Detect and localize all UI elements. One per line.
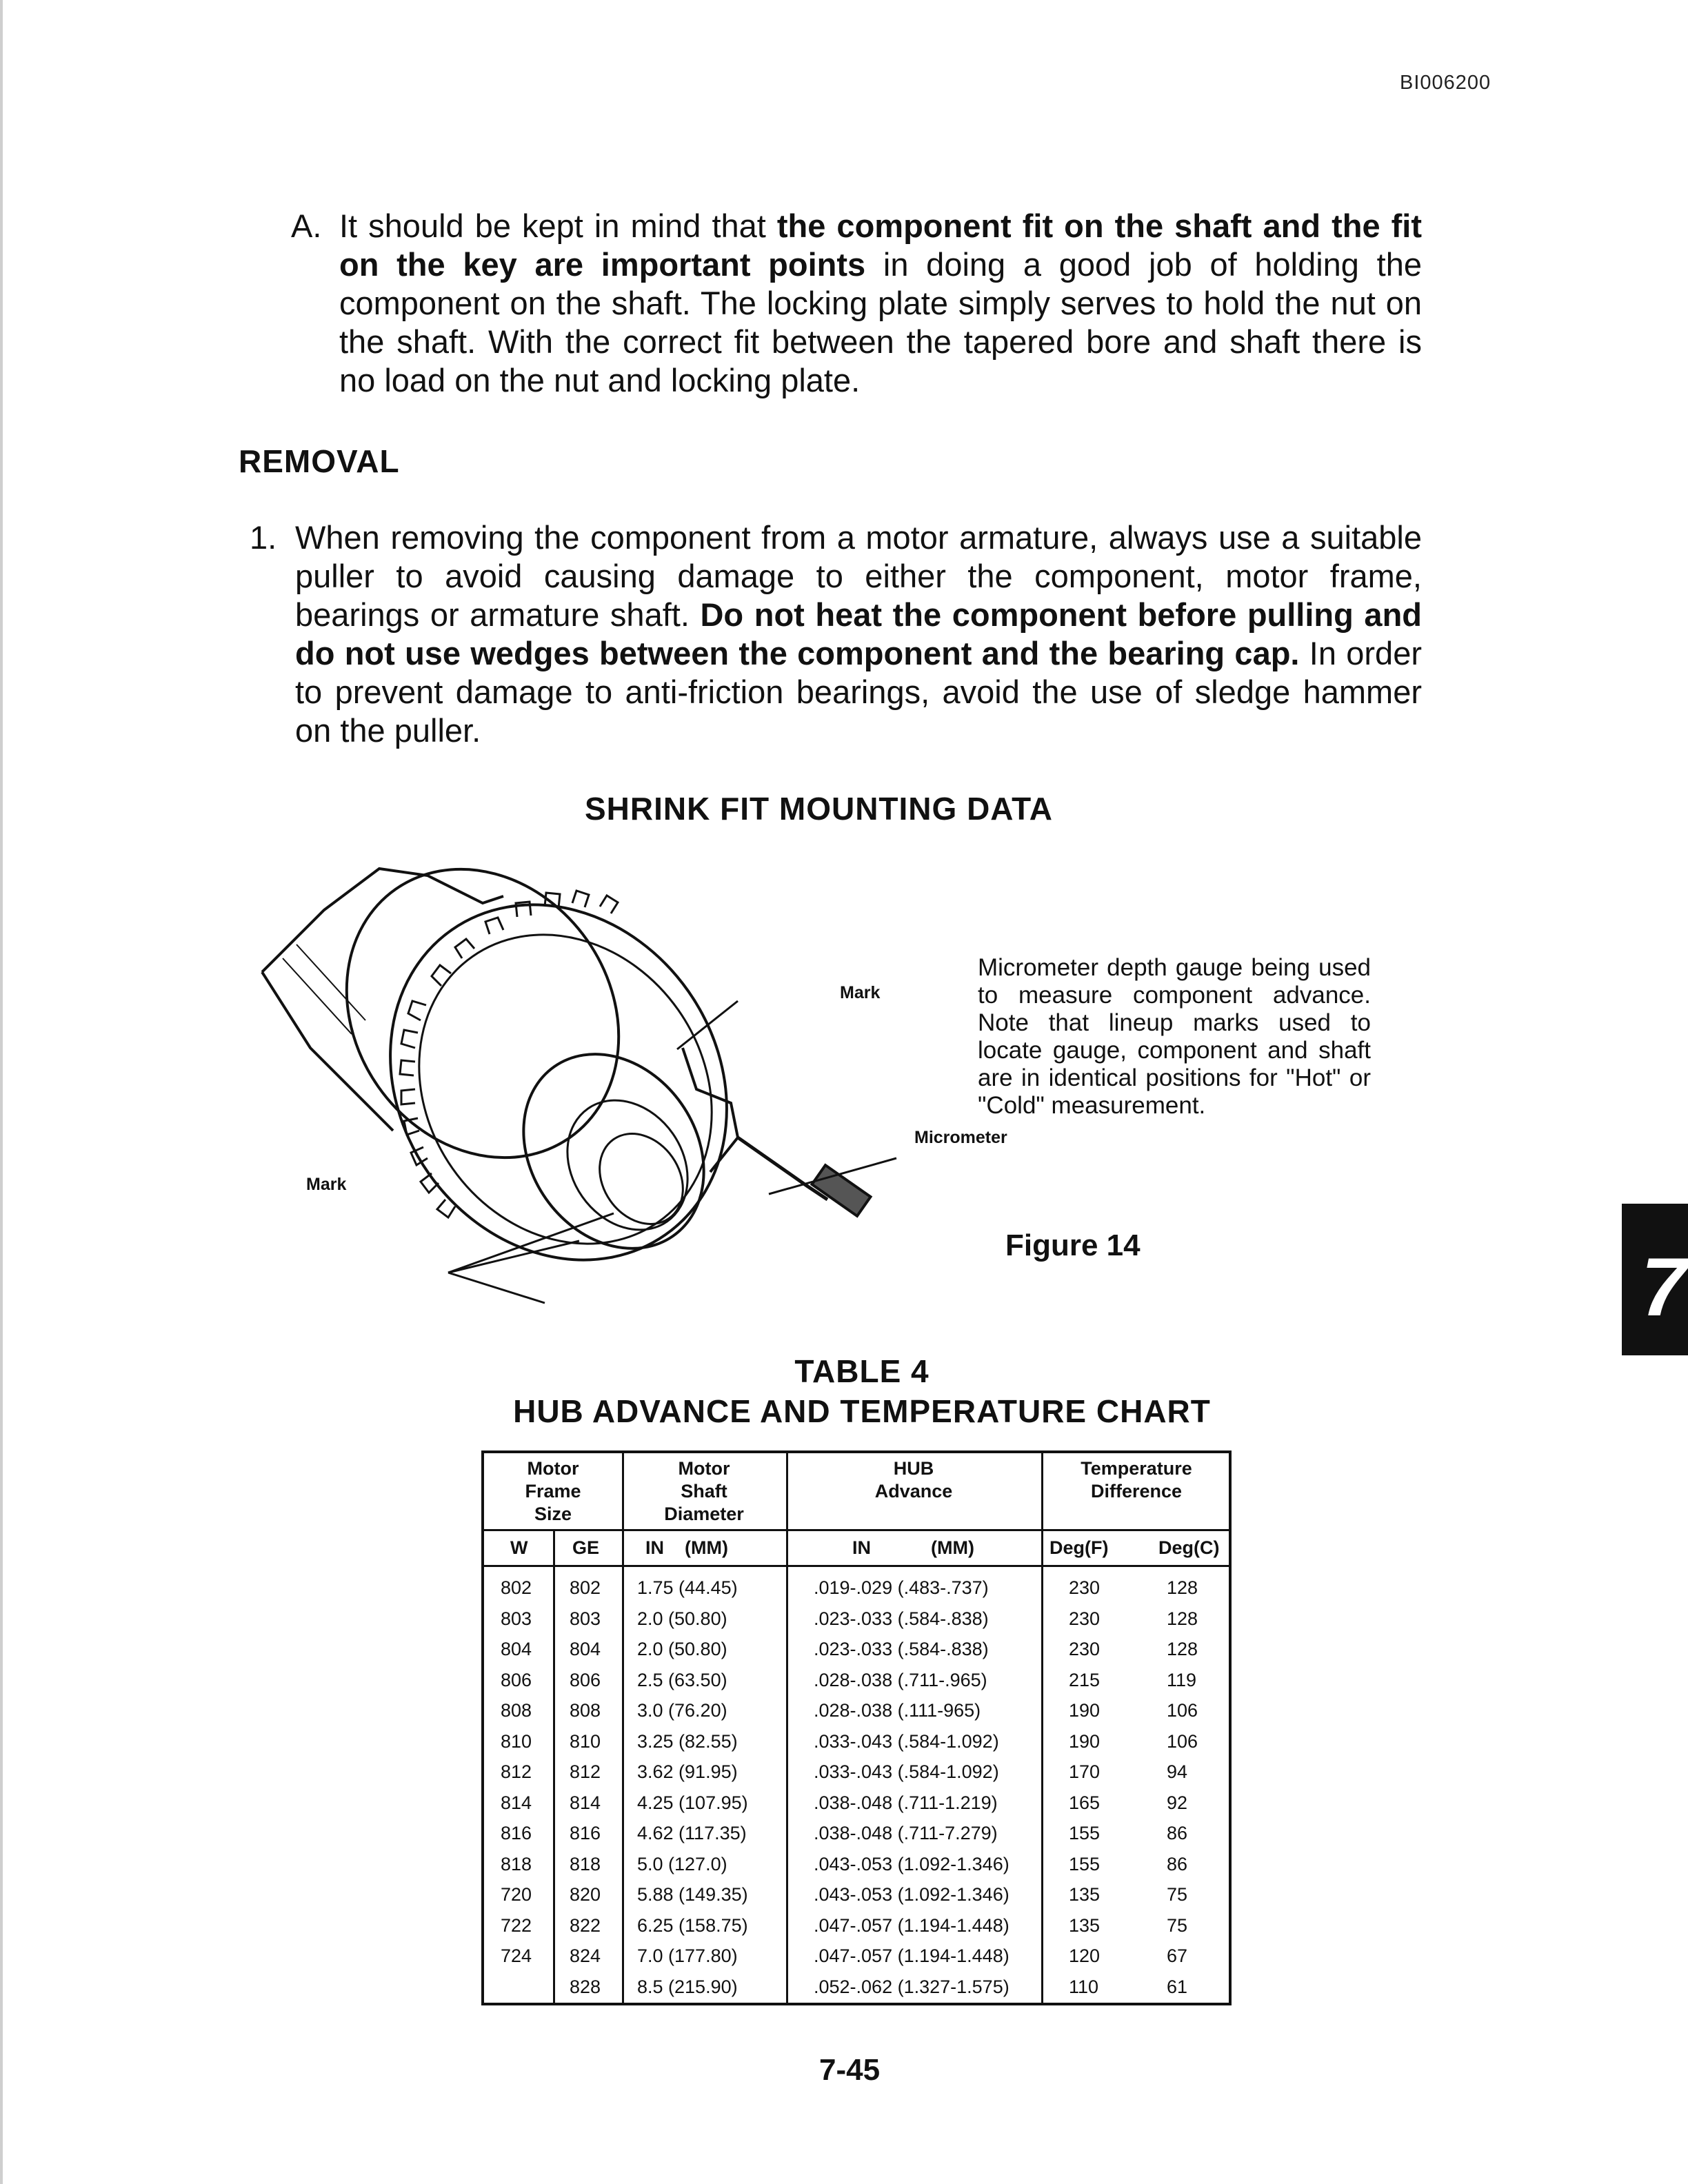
section-title: SHRINK FIT MOUNTING DATA — [585, 791, 1054, 827]
cell-dia: 5.88 (149.35) — [637, 1884, 748, 1905]
cell-f: 230 — [1069, 1639, 1101, 1659]
paragraph-1-text — [295, 518, 1422, 750]
table-row — [484, 1572, 1229, 1602]
cell-dia: 8.5 (215.90) — [637, 1976, 738, 1997]
table-title — [483, 1351, 1241, 1431]
cell-f: 190 — [1069, 1730, 1101, 1752]
header-shaft — [622, 1457, 786, 1526]
header-frame-line-1: Motor — [527, 1458, 579, 1479]
cell-adv: .047-.057 (1.194-1.448) — [814, 1914, 1009, 1936]
cell-ge: 802 — [570, 1577, 601, 1598]
cell-ge: 812 — [570, 1761, 601, 1782]
cell-c: 86 — [1167, 1823, 1188, 1843]
paragraph-a-text — [339, 207, 1422, 400]
table-row — [484, 1971, 1229, 2001]
table-title-line-1: TABLE 4 — [794, 1353, 930, 1389]
cell-c: 94 — [1167, 1761, 1188, 1782]
cell-dia: 2.0 (50.80) — [637, 1608, 727, 1629]
chapter-tab — [1622, 1204, 1688, 1355]
paragraph-a-text-1: It should be kept in mind that — [339, 208, 777, 244]
cell-w: 812 — [501, 1761, 532, 1782]
header-temp-line-2: Difference — [1090, 1481, 1183, 1502]
cell-dia: 5.0 (127.0) — [637, 1853, 727, 1874]
cell-w: 802 — [501, 1577, 532, 1598]
cell-c: 119 — [1167, 1669, 1197, 1690]
cell-c: 128 — [1167, 1608, 1198, 1629]
document-id: BI006200 — [1400, 72, 1491, 94]
cell-f: 165 — [1069, 1792, 1101, 1813]
cell-dia: 7.0 (177.80) — [637, 1945, 738, 1966]
hub-advance-table — [481, 1450, 1232, 2005]
cell-f: 230 — [1069, 1577, 1101, 1598]
figure-caption: Micrometer depth gauge being used to measure component advance. Note that lineup marks used to locate gauge, component and shaft are in identical positions for "Hot" or "Cold" measurement. — [978, 954, 1371, 1119]
subheader-in: IN — [852, 1537, 871, 1558]
cell-adv: .038-.048 (.711-1.219) — [814, 1792, 998, 1813]
cell-dia: 6.25 (158.75) — [637, 1914, 748, 1936]
header-hub-line-1: HUB — [893, 1458, 934, 1479]
header-hub — [786, 1457, 1041, 1503]
cell-w: 816 — [501, 1823, 532, 1843]
paragraph-a — [291, 207, 1422, 400]
cell-c: 86 — [1167, 1853, 1188, 1874]
cell-f: 170 — [1069, 1761, 1101, 1782]
cell-adv: .033-.043 (.584-1.092) — [814, 1761, 999, 1782]
cell-ge: 816 — [570, 1823, 601, 1843]
cell-f: 135 — [1069, 1914, 1101, 1936]
removal-heading: REMOVAL — [239, 443, 400, 479]
cell-c: 75 — [1167, 1914, 1188, 1936]
cell-c: 106 — [1167, 1700, 1198, 1721]
cell-dia: 1.75 (44.45) — [637, 1577, 738, 1598]
cell-ge: 824 — [570, 1945, 601, 1966]
cell-f: 190 — [1069, 1700, 1101, 1721]
cell-adv: .023-.033 (.584-.838) — [814, 1608, 989, 1629]
cell-c: 75 — [1167, 1884, 1188, 1905]
paragraph-1-label: 1. — [250, 519, 277, 556]
paragraph-a-label: A. — [291, 208, 322, 244]
cell-dia: 3.0 (76.20) — [637, 1700, 727, 1721]
subheader-deg-c: Deg(C) — [1158, 1537, 1220, 1558]
cell-ge: 828 — [570, 1976, 601, 1997]
cell-adv: .038-.048 (.711-7.279) — [814, 1823, 998, 1843]
label-mark-top: Mark — [840, 983, 881, 1002]
cell-adv: .043-.053 (1.092-1.346) — [814, 1884, 1009, 1905]
paragraph-1-text-2: In order to prevent damage to anti-friction bearings, avoid the use of sledge hammer on the puller. — [295, 635, 1422, 749]
paragraph-1-text-1: When removing the component from a motor armature, always use a suitable puller to avoid causing damage to either the component, motor frame, bearings or armature shaft. — [295, 519, 1422, 633]
cell-c: 106 — [1167, 1730, 1198, 1752]
table-title-line-2: HUB ADVANCE AND TEMPERATURE CHART — [513, 1393, 1211, 1429]
cell-ge: 810 — [570, 1730, 601, 1752]
table-row — [484, 1633, 1229, 1664]
subheader-deg-f: Deg(F) — [1049, 1537, 1109, 1558]
header-frame — [484, 1457, 622, 1526]
header-temp — [1041, 1457, 1232, 1503]
cell-adv: .023-.033 (.584-.838) — [814, 1639, 989, 1659]
header-shaft-line-1: Motor — [678, 1458, 730, 1479]
cell-w: 808 — [501, 1700, 532, 1721]
header-temp-line-1: Temperature — [1081, 1458, 1192, 1479]
table-row — [484, 1787, 1229, 1817]
cell-w: 720 — [501, 1884, 532, 1905]
cell-w: 806 — [501, 1669, 532, 1690]
cell-dia: 4.62 (117.35) — [637, 1823, 747, 1843]
micrometer-frame — [683, 1048, 738, 1172]
figure-14-illustration — [255, 855, 1027, 1337]
cell-adv: .028-.038 (.711-.965) — [814, 1669, 987, 1690]
chapter-tab-number: 7 — [1641, 1241, 1687, 1333]
cell-dia: 2.5 (63.50) — [637, 1669, 727, 1690]
header-frame-line-3: Size — [534, 1504, 572, 1524]
cell-w: 804 — [501, 1639, 532, 1659]
gear-outer — [322, 855, 796, 1326]
cell-w: 724 — [501, 1945, 532, 1966]
figure-label: Figure 14 — [1005, 1228, 1141, 1262]
cell-c: 128 — [1167, 1577, 1198, 1598]
cell-ge: 822 — [570, 1914, 601, 1936]
cell-c: 61 — [1167, 1976, 1188, 1997]
paragraph-a-text-2: in doing a good job of holding the component on the shaft. The locking plate simply serves to hold the nut on the shaft. With the correct fit between the tapered bore and shaft there is no load on the nut and locking plate. — [339, 246, 1422, 398]
header-frame-line-2: Frame — [525, 1481, 581, 1502]
cell-f: 155 — [1069, 1853, 1101, 1874]
cell-f: 120 — [1069, 1945, 1101, 1966]
cell-f: 155 — [1069, 1823, 1101, 1843]
cell-w: 722 — [501, 1914, 532, 1936]
cell-dia: 4.25 (107.95) — [637, 1792, 748, 1813]
hub-cylinder — [291, 855, 674, 1211]
table-row — [484, 1910, 1229, 1940]
table-row — [484, 1817, 1229, 1848]
cell-adv: .028-.038 (.111-965) — [814, 1700, 981, 1721]
header-hub-line-2: Advance — [874, 1481, 953, 1502]
row-divider-header — [484, 1529, 1229, 1531]
cell-c: 67 — [1167, 1945, 1188, 1966]
subheader-mm: (MM) — [931, 1537, 974, 1558]
subheader-ge: GE — [572, 1537, 600, 1558]
table-row — [484, 1940, 1229, 1970]
table-row — [484, 1603, 1229, 1633]
cell-f: 110 — [1069, 1976, 1099, 1997]
cell-adv: .019-.029 (.483-.737) — [814, 1577, 989, 1598]
paragraph-1 — [250, 518, 1422, 750]
table-row — [484, 1879, 1229, 1909]
cell-w: 818 — [501, 1853, 532, 1874]
cell-f: 230 — [1069, 1608, 1101, 1629]
cell-adv: .047-.057 (1.194-1.448) — [814, 1945, 1009, 1966]
cell-c: 128 — [1167, 1639, 1198, 1659]
cell-ge: 814 — [570, 1792, 601, 1813]
cell-adv: .052-.062 (1.327-1.575) — [814, 1976, 1009, 1997]
page-number: 7-45 — [819, 2053, 881, 2087]
table-row — [484, 1848, 1229, 1879]
subheader-w: W — [510, 1537, 528, 1558]
table-row — [484, 1726, 1229, 1756]
cell-ge: 808 — [570, 1700, 601, 1721]
cell-ge: 806 — [570, 1669, 601, 1690]
paragraph-1-bold: Do not heat the component before pulling and do not use wedges between the component and the bearing cap. — [295, 596, 1422, 671]
paragraph-a-bold: the component fit on the shaft and the fit on the key are important points — [339, 208, 1422, 283]
row-divider-subheader — [484, 1565, 1229, 1567]
cell-f: 215 — [1069, 1669, 1101, 1690]
cell-ge: 803 — [570, 1608, 601, 1629]
cell-w: 814 — [501, 1792, 532, 1813]
table-row — [484, 1756, 1229, 1786]
cell-f: 135 — [1069, 1884, 1101, 1905]
header-shaft-line-3: Diameter — [664, 1504, 744, 1524]
leader-mark-top — [677, 1001, 738, 1049]
cell-ge: 818 — [570, 1853, 601, 1874]
cell-ge: 804 — [570, 1639, 601, 1659]
page-left-edge — [0, 0, 3, 2184]
table-row — [484, 1664, 1229, 1695]
header-shaft-line-2: Shaft — [681, 1481, 727, 1502]
cell-w: 803 — [501, 1608, 532, 1629]
cell-adv: .043-.053 (1.092-1.346) — [814, 1853, 1009, 1874]
cell-c: 92 — [1167, 1792, 1188, 1813]
cell-ge: 820 — [570, 1884, 601, 1905]
label-micrometer: Micrometer — [914, 1128, 1007, 1147]
leader-mark-left-3 — [448, 1273, 545, 1303]
table-row — [484, 1695, 1229, 1725]
cell-dia: 2.0 (50.80) — [637, 1639, 727, 1659]
cell-adv: .033-.043 (.584-1.092) — [814, 1730, 999, 1752]
label-mark-left: Mark — [306, 1175, 347, 1194]
cell-dia: 3.25 (82.55) — [637, 1730, 738, 1752]
cell-dia: 3.62 (91.95) — [637, 1761, 738, 1782]
subheader-in-mm: IN (MM) — [645, 1537, 728, 1558]
cell-w: 810 — [501, 1730, 532, 1752]
